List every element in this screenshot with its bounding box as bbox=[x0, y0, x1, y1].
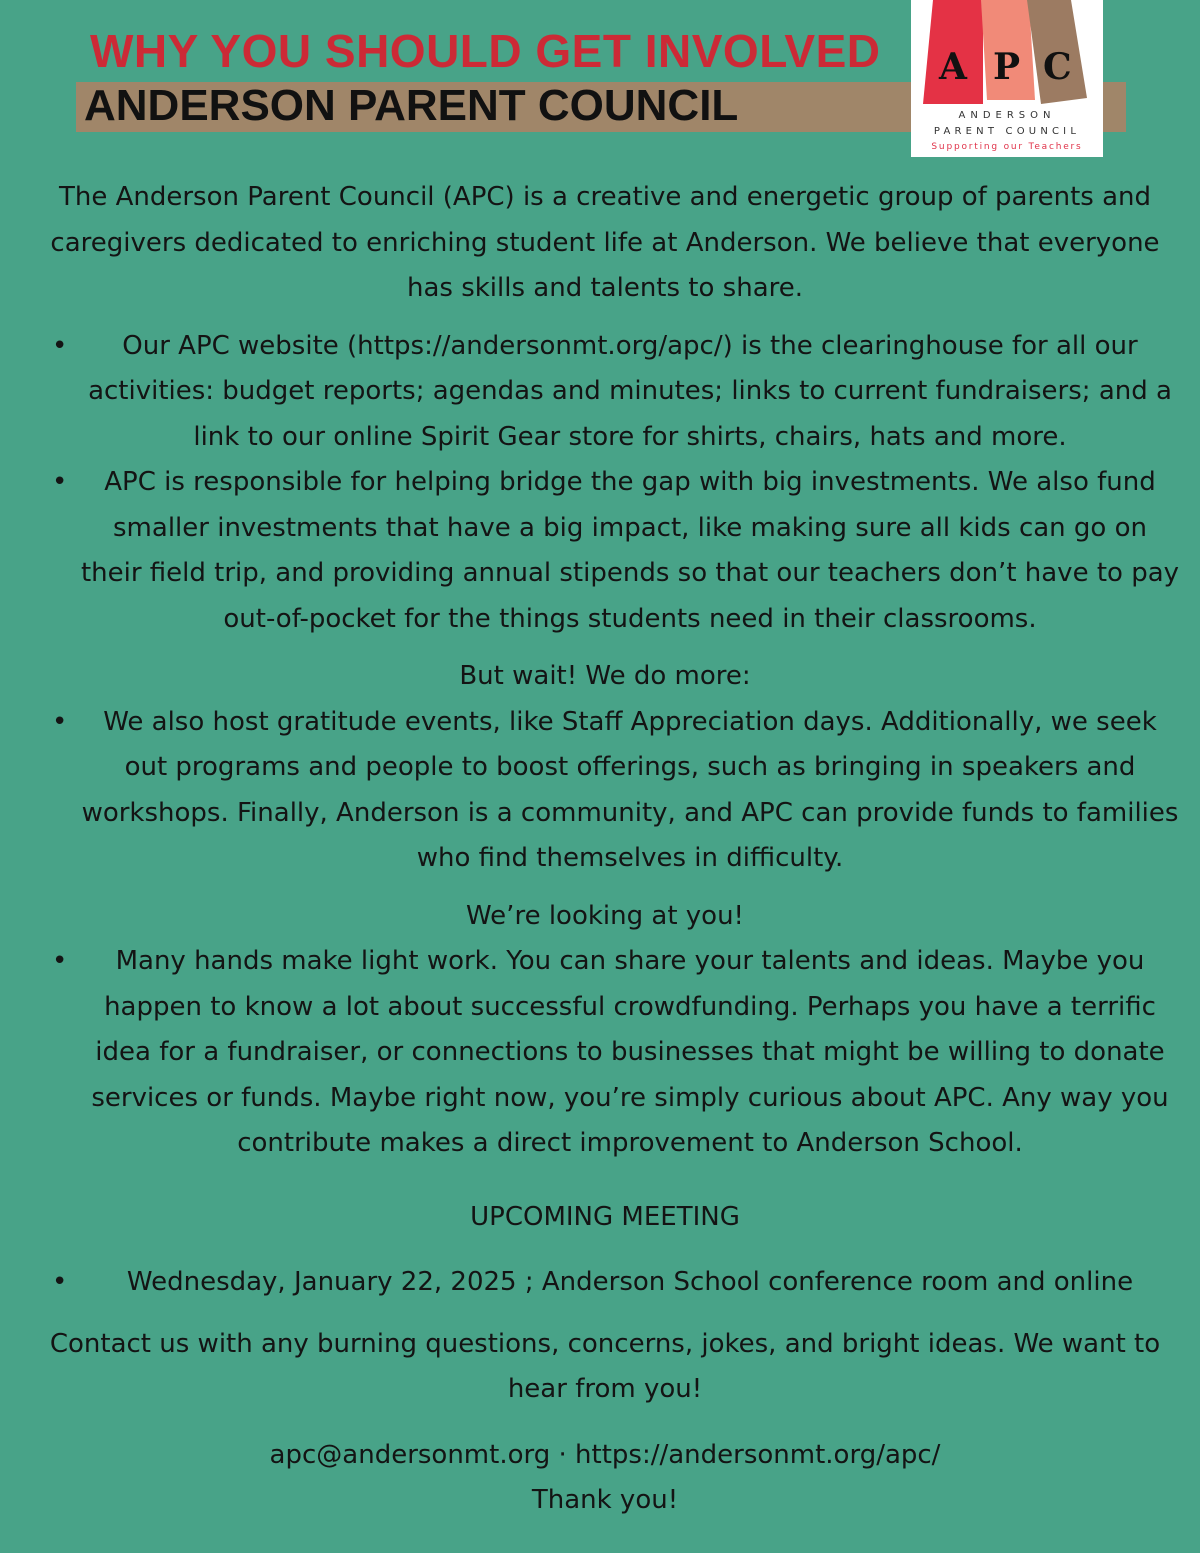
logo-name-line1: ANDERSON bbox=[958, 110, 1056, 121]
bullet-many-hands-text: Many hands make light work. You can share your talents and ideas. Maybe you happen to know a lot about successful crowdfunding. Perhaps you have a terrific idea for a fundraiser, or connections to businesses that might be willing to donate services or funds. Maybe right now, you’re simply curious about APC. Any way you contribute makes a direct improvement to Anderson School. bbox=[91, 946, 1169, 1158]
bullet-investments-text: APC is responsible for helping bridge the gap with big investments. We also fund smaller investments that have a big impact, like making sure all kids can go on their field trip, and providing annual stipends so that our teachers don’t have to pay out-of-pocket for the things students need in their classrooms. bbox=[80, 467, 1180, 634]
bullet-website bbox=[30, 324, 1180, 461]
apc-logo bbox=[911, 0, 1103, 157]
bullet-gratitude bbox=[30, 700, 1180, 882]
logo-letter-c: C bbox=[1043, 46, 1072, 88]
intro-paragraph: The Anderson Parent Council (APC) is a creative and energetic group of parents and caregivers dedicated to enriching student life at Anderson. We believe that everyone has skills and talents to share. bbox=[50, 182, 1160, 303]
looking-heading: We’re looking at you! bbox=[466, 900, 744, 931]
bullet-dot: • bbox=[52, 467, 68, 497]
thank-you: Thank you! bbox=[531, 1485, 679, 1515]
contact-links[interactable]: apc@andersonmt.org · https://andersonmt.org/apc/ bbox=[269, 1439, 941, 1470]
more-heading: But wait! We do more: bbox=[459, 661, 751, 691]
meeting-details: Wednesday, January 22, 2025 ; Anderson School conference room and online bbox=[126, 1267, 1134, 1297]
logo-name-line2: PARENT COUNCIL bbox=[933, 126, 1081, 137]
logo-letter-p: P bbox=[993, 46, 1021, 88]
contact-paragraph: Contact us with any burning questions, concerns, jokes, and bright ideas. We want to hear from you! bbox=[49, 1328, 1161, 1404]
page-subheadline: ANDERSON PARENT COUNCIL bbox=[84, 81, 739, 130]
bullet-website-text: Our APC website (https://andersonmt.org/apc/) is the clearinghouse for all our activities: budget reports; agendas and minutes; links to current fundraisers; and a link to our online Spirit Gear store for shirts, chairs, hats and more. bbox=[88, 330, 1172, 452]
bullet-gratitude-text: We also host gratitude events, like Staff Appreciation days. Additionally, we seek out programs and people to boost offerings, such as bringing in speakers and workshops. Finally, Anderson is a community, and APC can provide funds to families who find themselves in difficulty. bbox=[81, 706, 1179, 873]
bullet-many-hands bbox=[30, 939, 1180, 1167]
logo-letter-a: A bbox=[939, 46, 967, 88]
bullet-dot: • bbox=[52, 706, 68, 737]
bullet-meeting bbox=[30, 1260, 1180, 1306]
bullet-dot: • bbox=[52, 330, 68, 361]
bullet-dot: • bbox=[52, 1267, 68, 1297]
flyer-body bbox=[30, 175, 1180, 1524]
page-headline: WHY YOU SHOULD GET INVOLVED bbox=[90, 25, 881, 77]
logo-tagline: Supporting our Teachers bbox=[931, 142, 1083, 152]
bullet-dot: • bbox=[52, 946, 68, 976]
bullet-investments bbox=[30, 460, 1180, 642]
meeting-heading: UPCOMING MEETING bbox=[470, 1201, 740, 1232]
